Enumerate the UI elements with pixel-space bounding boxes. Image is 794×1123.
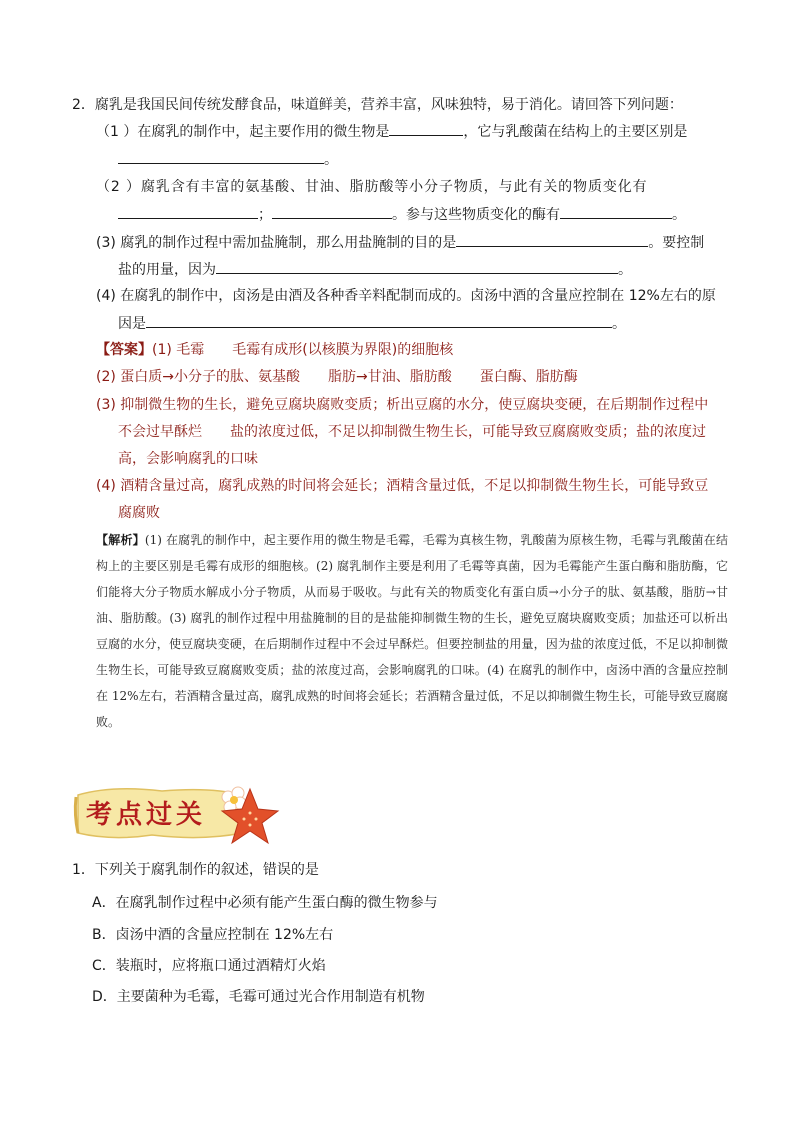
answer-tag: 【答案】 xyxy=(96,342,152,358)
question-2-part-3 xyxy=(96,232,704,253)
question-2-part-1-cont xyxy=(118,149,338,170)
question-2-part-3-cont xyxy=(118,259,632,280)
analysis-tag: 【解析】 xyxy=(96,533,145,547)
question-2-stem: 2．腐乳是我国民间传统发酵食品，味道鲜美，营养丰富，风味独特，易于消化。请回答下列问题： xyxy=(72,97,683,113)
q2-p2-end: 。 xyxy=(672,207,686,223)
question-2-part-4 xyxy=(96,286,716,306)
q2-p3-text-c: 盐的用量，因为 xyxy=(118,262,216,278)
question-2-part-4-cont xyxy=(118,313,626,334)
answer-blank xyxy=(560,204,672,219)
q2-p1-text-a: （1 ）在腐乳的制作中，起主要作用的微生物是 xyxy=(96,124,390,140)
answer-4-line-2: 腐腐败 xyxy=(118,505,160,521)
question-1-option-a: A．在腐乳制作过程中必须有能产生蛋白酶的微生物参与 xyxy=(92,895,438,911)
question-2-part-2-cont xyxy=(118,204,686,225)
q2-p1-end: 。 xyxy=(324,152,338,168)
q2-p3-text-b: 。要控制 xyxy=(648,235,705,251)
q2-p4-text-a: (4) 在腐乳的制作中，卤汤是由酒及各种香辛料配制而成的。卤汤中酒的含量应控制在 12%左右的原 xyxy=(96,288,716,304)
answer-blank xyxy=(216,259,618,274)
analysis-text: (1) 在腐乳的制作中，起主要作用的微生物是毛霉，毛霉为真核生物，乳酸菌为原核生物，毛霉与乳酸菌在结构上的主要区别是毛霉有成形的细胞核。(2) 腐乳制作主要是利用了毛霉等真菌，因为毛霉能产生蛋白酶和脂肪酶，它们能将大分子物质水解成小分子物质，从而易于吸收。与此有关的物质变化有蛋白质→小分子的肽、氨基酸，脂肪→甘油、脂肪酸。(3) 腐乳的制作过程中用盐腌制的目的是盐能抑制微生物的生长，避免豆腐块腐败变质；加盐还可以析出豆腐的水分，使豆腐块变硬，在后期制作过程中不会过早酥烂。但要控制盐的用量，因为盐的浓度过低，不足以抑制微生物生长，可能导致豆腐腐败变质；盐的浓度过高，会影响腐乳的口味。(4) 在腐乳的制作中，卤汤中酒的含量应控制在 12%左右，若酒精含量过高，腐乳成熟的时间将会延长；若酒精含量过低，不足以抑制微生物生长，可能导致豆腐腐败。 xyxy=(96,533,728,729)
answer-2: (2) 蛋白质→小分子的肽、氨基酸 脂肪→甘油、脂肪酸 蛋白酶、脂肪酶 xyxy=(96,369,578,385)
q2-p2-text-a: （2 ）腐乳含有丰富的氨基酸、甘油、脂肪酸等小分子物质，与此有关的物质变化有 xyxy=(96,179,648,195)
analysis-paragraph xyxy=(96,527,728,735)
answer-blank xyxy=(146,313,612,328)
q2-p3-text-a: (3) 腐乳的制作过程中需加盐腌制，那么用盐腌制的目的是 xyxy=(96,235,457,251)
answer-blank xyxy=(118,204,258,219)
banner-title: 考点过关 xyxy=(86,800,207,830)
q2-p1-text-b: ，它与乳酸菌在结构上的主要区别是 xyxy=(463,124,688,140)
question-1-option-b: B．卤汤中酒的含量应控制在 12%左右 xyxy=(92,927,334,943)
answer-3-line-1: (3) 抑制微生物的生长，避免豆腐块腐败变质；析出豆腐的水分，使豆腐块变硬，在后期制作过程中 xyxy=(96,397,709,413)
q2-p2-text-b: 。参与这些物质变化的酶有 xyxy=(392,207,560,223)
answer-4-line-1: (4) 酒精含量过高，腐乳成熟的时间将会延长；酒精含量过低，不足以抑制微生物生长，可能导致豆 xyxy=(96,478,709,494)
answer-blank xyxy=(118,149,324,164)
q2-p4-text-b: 因是 xyxy=(118,316,146,332)
question-1-option-c: C．装瓶时，应将瓶口通过酒精灯火焰 xyxy=(92,958,326,974)
answer-blank xyxy=(389,121,463,136)
answer-blank xyxy=(272,204,392,219)
answer-3-line-3: 高，会影响腐乳的口味 xyxy=(118,451,258,467)
answer-1: (1) 毛霉 毛霉有成形(以核膜为界限)的细胞核 xyxy=(152,342,454,358)
section-banner xyxy=(72,781,292,847)
answer-3-line-2: 不会过早酥烂 盐的浓度过低，不足以抑制微生物生长，可能导致豆腐腐败变质；盐的浓度过 xyxy=(118,424,706,440)
question-1-stem: 1．下列关于腐乳制作的叙述，错误的是 xyxy=(72,862,319,878)
q2-p2-sep: ； xyxy=(258,207,272,223)
q2-p4-end: 。 xyxy=(612,316,626,332)
banner-graphic xyxy=(72,781,292,847)
question-1-option-d: D．主要菌种为毛霉，毛霉可通过光合作用制造有机物 xyxy=(92,989,425,1005)
question-2-part-2 xyxy=(96,177,648,197)
answer-blank xyxy=(456,232,648,247)
answer-line-1 xyxy=(96,340,453,360)
question-2-part-1 xyxy=(96,121,687,142)
q2-p3-end: 。 xyxy=(618,262,632,278)
